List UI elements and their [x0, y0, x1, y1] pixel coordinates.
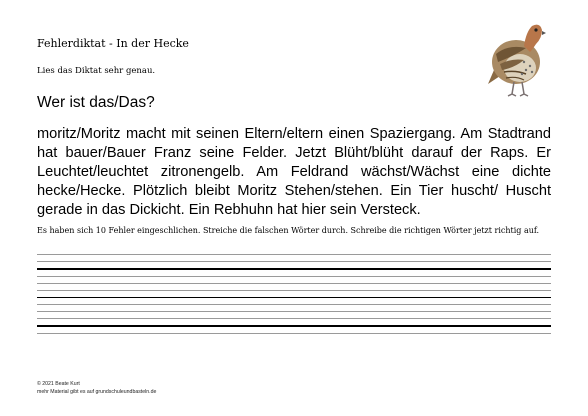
- writing-line-group[interactable]: [37, 311, 551, 334]
- question-heading: Wer ist das/Das?: [37, 94, 155, 111]
- writing-line[interactable]: [37, 333, 551, 334]
- instruction-text: Es haben sich 10 Fehler eingeschlichen. Streiche die falschen Wörter durch. Schreibe die richtigen Wörter jetzt richtig auf.: [37, 226, 540, 235]
- footer: [37, 381, 156, 396]
- writing-line[interactable]: [37, 325, 551, 327]
- writing-line[interactable]: [37, 283, 551, 284]
- writing-line[interactable]: [37, 304, 551, 305]
- copyright-text: © 2021 Beate Kurt: [37, 381, 80, 387]
- writing-line[interactable]: [37, 311, 551, 312]
- intro-text: Lies das Diktat sehr genau.: [37, 66, 156, 76]
- writing-line[interactable]: [37, 297, 551, 299]
- writing-line[interactable]: [37, 254, 551, 255]
- writing-line[interactable]: [37, 276, 551, 277]
- writing-lines[interactable]: [37, 254, 551, 340]
- page-title: Fehlerdiktat - In der Hecke: [37, 37, 189, 50]
- writing-line[interactable]: [37, 290, 551, 291]
- writing-line[interactable]: [37, 318, 551, 319]
- dictation-text: moritz/Moritz macht mit seinen Eltern/eltern einen Spaziergang. Am Stadtrand hat bauer/Bauer Franz seine Felder. Jetzt Blüht/blüht darauf der Raps. Er Leuchtet/leuchtet zitronengelb. Am Feldrand wächst/Wächst eine dichte hecke/Hecke. Plötzlich bleibt Moritz Stehen/stehen. Ein Tier huscht/ Huscht gerade in das Dickicht. Ein Rebhuhn hat hier sein Versteck.: [37, 126, 551, 218]
- partridge-icon: [486, 10, 546, 98]
- more-material-text: mehr Material gibt es auf grundschuleundbasteln.de: [37, 388, 157, 395]
- writing-line-group[interactable]: [37, 254, 551, 277]
- writing-line-group[interactable]: [37, 283, 551, 306]
- writing-line[interactable]: [37, 268, 551, 270]
- writing-line[interactable]: [37, 261, 551, 262]
